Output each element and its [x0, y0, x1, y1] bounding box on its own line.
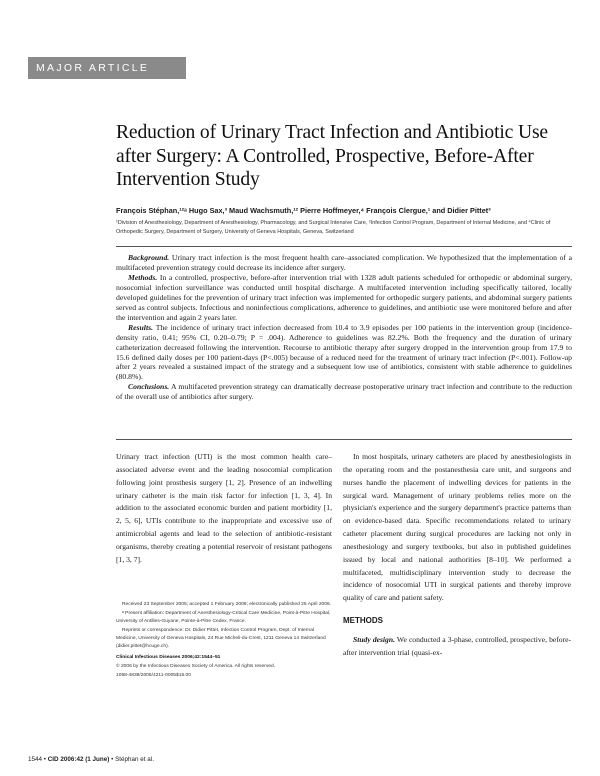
abstract-methods [116, 273, 572, 323]
footer-separator: • [43, 756, 46, 763]
results-text: The incidence of urinary tract infection decreased from 10.4 to 3.9 episodes per 100 patients in the intervention group (incidence-density ratio, 0.41; 95% CI, 0.20–0.79; P = .004). Adherence to guidelines was 82.2%. Both the frequency and the duration of urinary catheterization decreased following the intervention. Recourse to antibiotic therapy after surgery dropped in the intervention group from 17.9 to 15.6 defined daily doses per 100 patient-days (P<.005) because of a reduced need for the treatment of urinary tract infection (P<.001). Follow-up after 2 years revealed a sustained impact of the strategy and a subsequent low use of antibiotics, consistent with stable adherence to guidelines (80.8%). [116, 322, 572, 382]
study-design-text: We conducted a 3-phase, controlled, prospective, before-after intervention trial (quasi-ex- [343, 634, 571, 657]
abstract [116, 253, 572, 402]
footnotes [116, 601, 332, 682]
methods-text: In a controlled, prospective, before-after intervention trial with 1328 adult patients scheduled for orthopedic or abdominal surgery, nosocomial infection surveillance was conducted until hospital discharge. A multifaceted intervention including specifically tailored, locally developed guidelines for the prevention of urinary tract infection was implemented for orthopedic surgery patients, and abdominal surgery patients served as control subjects. Infectious and noninfectious complications, adherence to guidelines, and antibiotic use were monitored before and after the intervention and again 2 years later. [116, 272, 572, 322]
page-number: 1544 [28, 756, 43, 763]
study-design-paragraph [343, 634, 571, 660]
abstract-conclusions [116, 382, 572, 402]
conclusions-text: A multifaceted prevention strategy can dramatically decrease postoperative urinary tract infection and contribute to the reduction of the overall use of antibiotics after surgery. [116, 382, 573, 402]
background-text: Urinary tract infection is the most frequent health care–associated complication. We hypothesized that the implementation of a multifaceted prevention strategy could decrease its incidence after surgery. [116, 253, 573, 272]
footnote-copyright: © 2006 by the Infectious Diseases Society of America. All rights reserved. [116, 664, 276, 670]
intro-paragraph: Urinary tract infection (UTI) is the most common health care–associated adverse event and the leading nosocomial complication following joint prosthesis surgery [1, 2]. Presence of an indwelling urinary catheter is the main risk factor for infection [1, 3, 4]. In addition to the associated economic burden and patient morbidity [1, 2, 5, 6], UTIs contribute to the inappropriate and excessive use of antimicrobial agents and lead to the selection of antibiotic-resistant organisms, thereby creating a potential reservoir of resistant pathogens [1, 3, 7]. [116, 452, 332, 564]
footer-separator: • [111, 756, 114, 763]
footnote-received: Received 23 September 2005; accepted 1 February 2006; electronically published 25 April 2006. [122, 602, 332, 607]
footer-author: Stéphan et al. [115, 756, 154, 763]
footer-issue: 2006:42 (1 June) [60, 756, 110, 763]
abstract-bottom-rule [116, 439, 572, 440]
body-right-column [343, 451, 571, 660]
methods-label: Methods. [128, 272, 158, 282]
footnote-present-affiliation: ᵃ Present affiliation: Department of Anesthesiology-Critical Care Medicine, Point-à-Pitre Hospital, University of Antilles-Guyane, Pointe-à-Pitre Cedex, France. [116, 611, 331, 625]
study-design-label: Study design. [353, 634, 395, 644]
author-list: François Stéphan,¹²ᵃ Hugo Sax,³ Maud Wachsmuth,¹² Pierre Hoffmeyer,⁴ François Clergue,¹ and Didier Pittet³ [116, 206, 491, 215]
affiliations: ¹Division of Anesthesiology, Department of Anesthesiology, Pharmacology, and Surgical Intensive Care, ²Infection Control Program, Department of Internal Medicine, and ⁴Clinic of Orthopedic Surgery, Department of Surgery, University of Geneva Hospitals, Geneva, Switzerland [116, 220, 551, 235]
methods-heading: METHODS [343, 616, 383, 626]
conclusions-label: Conclusions. [128, 382, 170, 392]
abstract-top-rule [116, 246, 572, 247]
results-label: Results. [128, 322, 153, 332]
footer-journal: CID [47, 756, 59, 763]
background-label: Background. [128, 253, 170, 262]
footnote-journal: Clinical Infectious Diseases 2006;42:1544–51 [116, 654, 221, 660]
body-left-column [116, 451, 332, 567]
abstract-background [116, 253, 572, 273]
article-title: Reduction of Urinary Tract Infection and Antibiotic Use after Surgery: A Controlled, Prospective, Before-After Intervention Study [116, 122, 548, 190]
hospital-practice-paragraph: In most hospitals, urinary catheters are placed by anesthesiologists in the operating room and the postanesthesia care unit, and surgeons and nurses handle the placement of indwelling devices for patients in the surgical ward. Management of urinary problems relies more on the physician's experience and the surgery department's practice patterns than on evidence-based data. Specific recommendations related to urinary catheter placement during surgical procedures are lacking not only in anesthesiology and surgery textbooks, but also in published guidelines issued by local and national authorities [8–10]. We performed a multifaceted, multidisciplinary intervention study to decrease the incidence of nosocomial UTI in surgical patients and thereby improve quality of care and patient safety. [343, 452, 571, 603]
footnote-issn: 1058-4838/2006/4211-0005$15.00 [116, 673, 191, 679]
abstract-results [116, 323, 572, 383]
section-label: MAJOR ARTICLE [28, 57, 186, 79]
page-footer [28, 756, 154, 763]
footnote-reprints: Reprints or correspondence: Dr. Didier Pittet, Infection Control Program, Dept. of Internal Medicine, University of Geneva Hospitals, 24 Rue Micheli-du-Crest, 1211 Geneva 14 Switzerland (didier.pittet@hcuge.ch). [116, 628, 326, 649]
